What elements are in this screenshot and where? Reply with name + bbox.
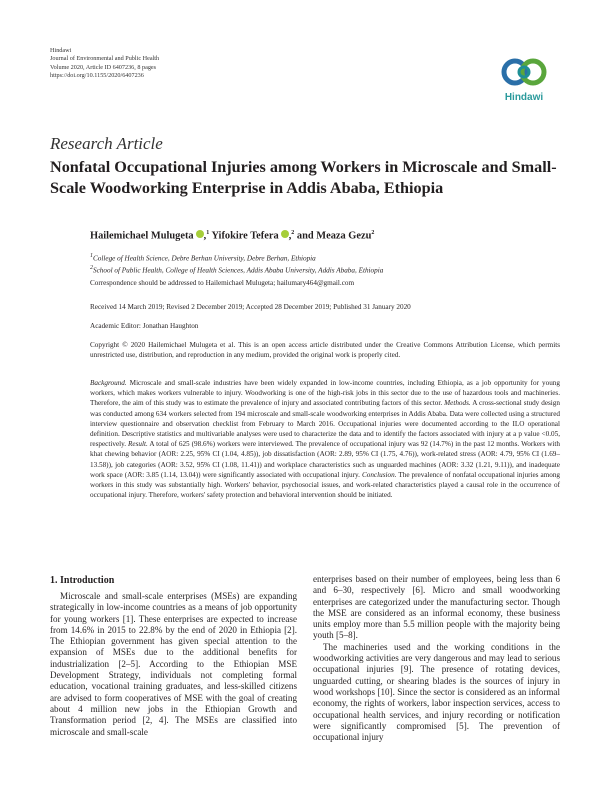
intro-left-column	[50, 591, 297, 747]
abstract-result-label: Result.	[128, 440, 148, 449]
abstract-conclusion: The prevalence of nonfatal occupational injuries among workers in this study was substantially high. Workers' behavior, psychosocial issues, and work-related characteristics played a causal role in the occurrence of occupational injury. Therefore, workers' safety protection and behavioral intervention should be initiated.	[90, 470, 561, 500]
intro-paragraph: Microscale and small-scale enterprises (MSEs) are expanding strategically in low-income countries as a means of job opportunity for young workers [1]. These enterprises are expected to increase from 14.6% in 2015 to 22.8% by the end of 2020 in Ethiopia [2]. The Ethiopian government has given special attention to the expansion of MSEs due to the additional benefits for industrialization [2–5]. According to the Ethiopian MSE Development Strategy, individuals not completing formal education, vocational training graduates, and less-skilled citizens are advised to form cooperatives of MSE with the goal of creating about 4 million new jobs in the Ethiopian Growth and Transformation period [2, 4]. The MSEs are classified into microscale and small-scale	[50, 591, 297, 737]
journal-publisher: Hindawi	[50, 47, 72, 54]
author-and: and	[296, 230, 314, 242]
affiliation-1: College of Health Science, Debre Berhan University, Debre Berhan, Ethiopia	[93, 254, 316, 263]
intro-right-column	[313, 574, 560, 753]
journal-doi[interactable]: https://doi.org/10.1155/2020/6407236	[50, 72, 144, 80]
aff-sup: 2	[90, 265, 93, 272]
author-sup: 2	[291, 230, 295, 236]
abstract-methods-label: Methods.	[444, 399, 471, 408]
author-name[interactable]: Hailemichael Mulugeta	[90, 230, 194, 242]
orcid-icon[interactable]	[196, 230, 204, 238]
abstract-conclusion-label: Conclusion.	[361, 470, 397, 479]
affiliation-2: School of Public Health, College of Health Sciences, Addis Ababa University, Addis Ababa, Ethiopia	[93, 266, 384, 275]
journal-name: Journal of Environmental and Public Health	[50, 55, 160, 63]
abstract-methods: A cross-sectional study design was conducted among 634 workers selected from 194 microscale and small-scale woodworking enterprises in Addis Ababa. Data were collected using a structured interview questionnaire and observation checklist from February to March 2016. Occupational injuries were documented according to the ILO operational definition. Descriptive statistics and multivariable analyses were used to characterize the data and to identify the factors associated with injury at a p value <0.05, respectively.	[90, 399, 560, 449]
abstract	[90, 378, 560, 500]
author-sup: 2	[371, 230, 375, 236]
copyright-notice: Copyright © 2020 Hailemichael Mulugeta et al. This is an open access article distributed under the Creative Commons Attribution License, which permits unrestricted use, distribution, and reproduction in any medium, provided the original work is properly cited.	[90, 341, 560, 359]
orcid-icon[interactable]	[281, 230, 289, 238]
hindawi-logo-text: Hindawi	[504, 92, 544, 103]
abstract-background: Microscale and small-scale industries have been widely expanded in low-income countries, including Ethiopia, as a job opportunity for young workers, which makes workers vulnerable to injury. Woodworking is one of the high-risk jobs in this sector due to the use of hazardous tools and machineries. Therefore, the aim of this study was to estimate the prevalence of injury and associated contributing factors of this sector.	[90, 379, 560, 408]
abstract-background-label: Background.	[90, 379, 127, 387]
article-type: Research Article	[50, 134, 163, 153]
academic-editor: Academic Editor: Jonathan Haughton	[90, 322, 199, 330]
author-name[interactable]: Meaza Gezu	[316, 230, 372, 242]
publication-dates: Received 14 March 2019; Revised 2 December 2019; Accepted 28 December 2019; Published 31 January 2020	[90, 303, 411, 311]
affiliations	[90, 251, 560, 276]
author-sup: 1	[206, 230, 210, 236]
author-list: Hailemichael Mulugeta ,$^1$ Yifokire Tefera ,$^2$ and Meaza Gezu$^2$	[90, 230, 375, 242]
intro-paragraph: enterprises based on their number of employees, being less than 6 and 6–30, respectively [6]. Micro and small woodworking enterprises are categorized under the manufacturing sector. Though the MSE are considered as an informal economy, these business units employ more than 5.5 million people with the majority being youth [5–8].	[313, 574, 560, 641]
paper-title: Nonfatal Occupational Injuries among Workers in Microscale and Small-Scale Woodworking Enterprise in Addis Ababa, Ethiopia	[50, 158, 557, 197]
aff-sup: 1	[90, 253, 93, 259]
journal-volume: Volume 2020, Article ID 6407236, 8 pages	[50, 63, 157, 71]
journal-info	[50, 47, 159, 81]
correspondence: Correspondence should be addressed to Hailemichael Mulugeta; hailumary464@gmail.com	[90, 279, 355, 287]
intro-paragraph: The machineries used and the working conditions in the woodworking activities are very dangerous and may lead to serious occupational injuries [9]. The presence of rotating devices, unguarded cutting, or shearing blades is the sources of injury in wood workshops [10]. Since the sector is considered as an informal economy, the rights of workers, labor inspection services, access to occupational health services, and injury recording or notification were significantly compromised [5]. The prevention of occupational injury	[313, 641, 560, 743]
abstract-result: A total of 625 (98.6%) workers were interviewed. The prevalence of occupational injury was 92 (14.7%) in the past 12 months. Workers with khat chewing behavior (AOR: 2.25, 95% CI (1.04, 4.85)), job dissatisfaction (AOR: 2.89, 95% CI (1.75, 4.76)), work-related stress (AOR: 4.79, 95% CI (1.69–13.58)), job categories (AOR: 3.52, 95% CI (1.08, 11.41)) and workplace characteristics such as unguarded machines (AOR: 3.32 (1.21, 9.11)), and inadequate work space (AOR: 3.85 (1.14, 13.04)) were significantly associated with occupational injury.	[90, 440, 560, 479]
section-heading-introduction: 1. Introduction	[50, 575, 115, 586]
author-name[interactable]: Yifokire Tefera	[211, 230, 279, 242]
